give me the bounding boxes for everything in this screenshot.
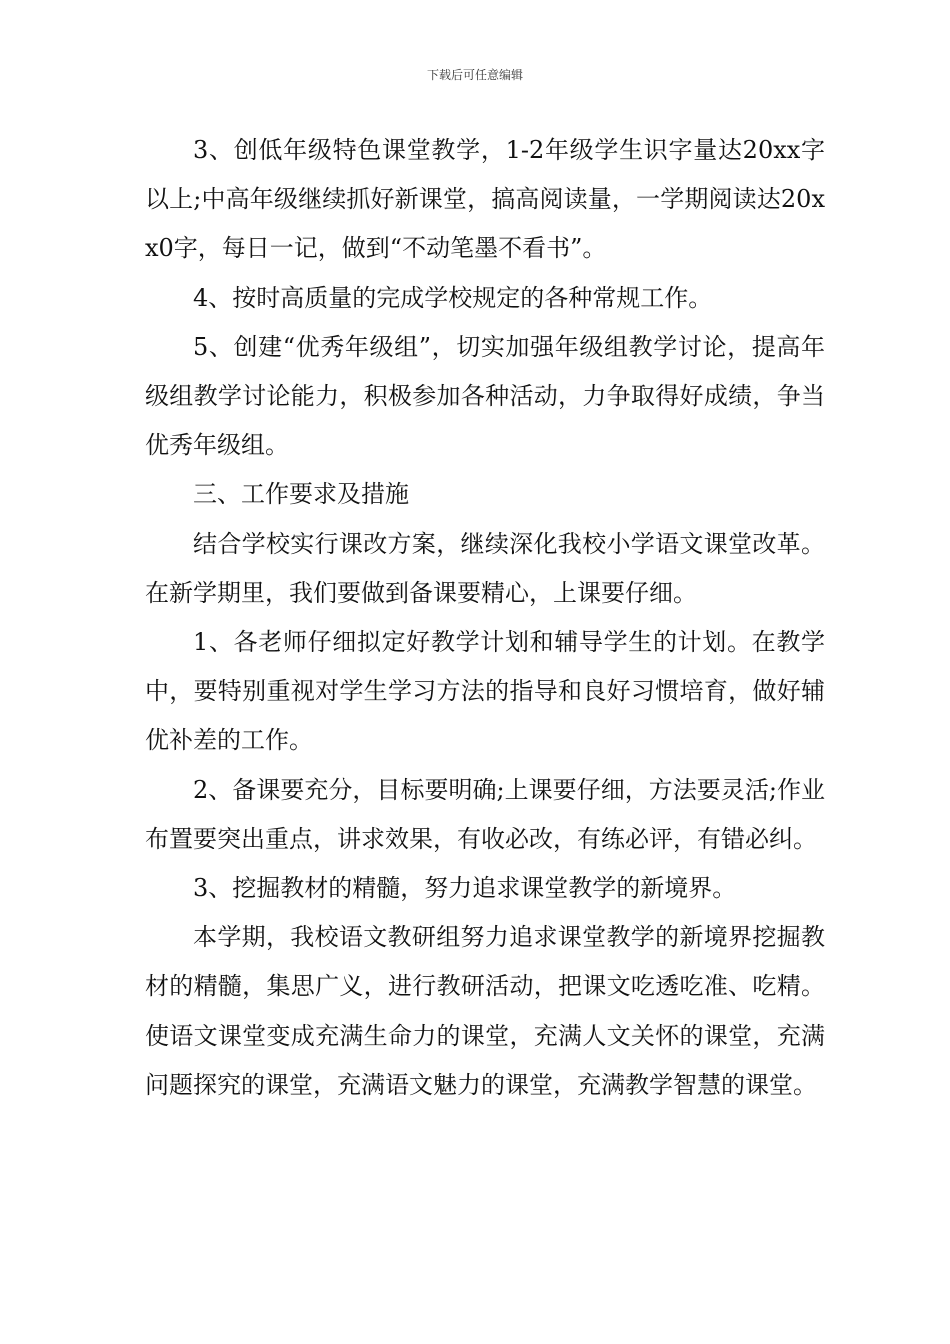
paragraph-measure-2: 2、备课要充分，目标要明确;上课要仔细，方法要灵活;作业布置要突出重点，讲求效果，有收必改，有练必评，有错必纠。 — [145, 775, 825, 853]
paragraph-reform-intro: 结合学校实行课改方案，继续深化我校小学语文课堂改革。在新学期里，我们要做到备课要精心，上课要仔细。 — [145, 529, 825, 607]
paragraph-item-4-routine-work: 4、按时高质量的完成学校规定的各种常规工作。 — [193, 283, 713, 312]
section-heading-requirements: 三、工作要求及措施 — [193, 480, 409, 509]
paragraph-measure-3: 3、挖掘教材的精髓，努力追求课堂教学的新境界。 — [193, 874, 737, 903]
paragraph-item-5-excellent-group: 5、创建“优秀年级组”，切实加强年级组教学讨论，提高年级组教学讨论能力，积极参加各种活动，力争取得好成绩，争当优秀年级组。 — [145, 332, 825, 460]
paragraph-item-3-low-grade: 3、创低年级特色课堂教学，1-2年级学生识字量达20xx字以上;中高年级继续抓好新课堂，搞高阅读量，一学期阅读达20xx0字，每日一记，做到“不动笔墨不看书”。 — [145, 136, 825, 263]
paragraph-semester-summary: 本学期，我校语文教研组努力追求课堂教学的新境界挖掘教材的精髓，集思广义，进行教研活动，把课文吃透吃准、吃精。使语文课堂变成充满生命力的课堂，充满人文关怀的课堂，充满问题探究的课堂，充满语文魅力的课堂，充满教学智慧的课堂。 — [145, 923, 825, 1099]
document-body — [145, 126, 825, 1110]
paragraph-measure-1: 1、各老师仔细拟定好教学计划和辅导学生的计划。在教学中，要特别重视对学生学习方法的指导和良好习惯培育，做好辅优补差的工作。 — [145, 628, 825, 755]
page-header-note: 下载后可任意编辑 — [426, 68, 523, 82]
